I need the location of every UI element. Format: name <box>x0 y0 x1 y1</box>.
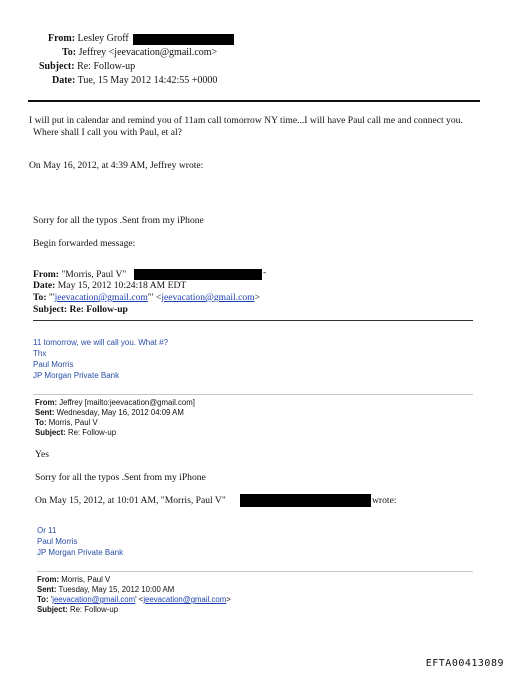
header-from-label: From: <box>48 33 76 44</box>
redaction-box <box>240 494 371 507</box>
fwd2-from <box>35 398 195 407</box>
fwd3-to-mid: ' < <box>135 595 144 604</box>
on-wrote-line-1: On May 16, 2012, at 4:39 AM, Jeffrey wrote: <box>29 160 204 171</box>
fwd3-to-pre: ' <box>50 595 53 604</box>
fwd1-date-label: Date: <box>33 280 56 291</box>
header-subject <box>39 61 135 72</box>
fwd3-sent <box>37 585 174 594</box>
reply-yes: Yes <box>35 449 49 460</box>
fwd3-subject <box>37 605 118 614</box>
fwd2-from-label: From: <box>35 398 58 407</box>
header-date-label: Date: <box>52 75 76 86</box>
typos-line-2: Sorry for all the typos .Sent from my iPhone <box>35 472 206 483</box>
header-date-value: Tue, 15 May 2012 14:42:55 +0000 <box>77 75 218 86</box>
fwd2-from-value: Jeffrey [mailto:jeevacation@gmail.com] <box>59 398 195 407</box>
msg2-line-3: JP Morgan Private Bank <box>37 548 124 557</box>
fwd3-to-label: To: <box>37 595 49 604</box>
fwd2-sent-label: Sent: <box>35 408 55 417</box>
fwd3-to <box>37 595 231 604</box>
fwd1-to <box>33 292 260 303</box>
msg1-line-1: 11 tomorrow, we will call you. What #? <box>33 338 169 347</box>
begin-forwarded: Begin forwarded message: <box>33 238 136 249</box>
redaction-box <box>133 34 234 45</box>
fwd1-divider <box>33 320 473 321</box>
fwd1-to-link[interactable]: jeevacation@gmail.com <box>54 292 148 303</box>
fwd2-divider <box>33 394 473 395</box>
header-divider <box>28 100 480 102</box>
msg1-line-4: JP Morgan Private Bank <box>33 371 120 380</box>
fwd1-to-label: To: <box>33 292 47 303</box>
fwd1-to-link-2[interactable]: jeevacation@gmail.com <box>161 292 255 303</box>
fwd2-to-label: To: <box>35 418 47 427</box>
reply-wrote: wrote: <box>372 495 397 506</box>
fwd3-sent-label: Sent: <box>37 585 57 594</box>
fwd3-from-value: Morris, Paul V <box>61 575 111 584</box>
msg1-line-2: Thx <box>33 349 47 358</box>
msg1-line-3: Paul Morris <box>33 360 74 369</box>
body-line-2: Where shall I call you with Paul, et al? <box>33 127 182 138</box>
fwd3-sent-value: Tuesday, May 15, 2012 10:00 AM <box>58 585 175 594</box>
fwd2-subject-value: Re: Follow-up <box>67 428 117 437</box>
fwd1-date <box>33 280 186 291</box>
fwd1-subject-label: Subject: <box>33 304 68 315</box>
msg2-line-2: Paul Morris <box>37 537 78 546</box>
fwd1-to-mid: '" < <box>147 292 162 303</box>
redaction-box <box>134 269 262 280</box>
header-date <box>52 75 217 86</box>
header-from <box>48 33 129 44</box>
fwd2-sent-value: Wednesday, May 16, 2012 04:09 AM <box>56 408 184 417</box>
typos-line-1: Sorry for all the typos .Sent from my iPhone <box>33 215 204 226</box>
fwd3-to-post: > <box>226 595 231 604</box>
fwd2-sent <box>35 408 184 417</box>
fwd2-to-value: Morris, Paul V <box>48 418 98 427</box>
header-to-value: Jeffrey <jeevacation@gmail.com> <box>78 47 218 58</box>
fwd1-from-value: "Morris, Paul V" <box>61 269 127 280</box>
fwd1-from <box>33 269 126 280</box>
header-from-value: Lesley Groff <box>77 33 129 44</box>
fwd3-subject-label: Subject: <box>37 605 68 614</box>
fwd3-subject-value: Re: Follow-up <box>69 605 119 614</box>
header-to-label: To: <box>62 47 77 58</box>
fwd3-from <box>37 575 110 584</box>
header-subject-value: Re: Follow-up <box>77 61 136 72</box>
fwd3-to-link-2[interactable]: jeevacation@gmail.com <box>143 595 227 604</box>
fwd2-subject <box>35 428 116 437</box>
fwd3-divider <box>37 571 473 572</box>
fwd1-from-label: From: <box>33 269 59 280</box>
fwd1-date-value: May 15, 2012 10:24:18 AM EDT <box>57 280 187 291</box>
header-to <box>62 47 217 58</box>
fwd1-to-post: > <box>254 292 261 303</box>
document-id: EFTA00413089 <box>425 658 504 669</box>
fwd3-to-link[interactable]: jeevacation@gmail.com <box>52 595 136 604</box>
on-wrote-line-2: On May 15, 2012, at 10:01 AM, "Morris, Paul V" <box>35 495 226 506</box>
fwd1-subject-value: Re: Follow-up <box>69 304 128 315</box>
fwd1-from-trail: - <box>263 267 267 278</box>
body-line-1: I will put in calendar and remind you of 11am call tomorrow NY time...I will have Paul call me and connect you. <box>29 115 463 126</box>
header-subject-label: Subject: <box>39 61 75 72</box>
fwd2-to <box>35 418 98 427</box>
fwd2-subject-label: Subject: <box>35 428 66 437</box>
fwd3-from-label: From: <box>37 575 60 584</box>
fwd1-subject <box>33 304 128 315</box>
msg2-line-1: Or 11 <box>37 526 57 535</box>
fwd1-to-pre: "' <box>48 292 55 303</box>
